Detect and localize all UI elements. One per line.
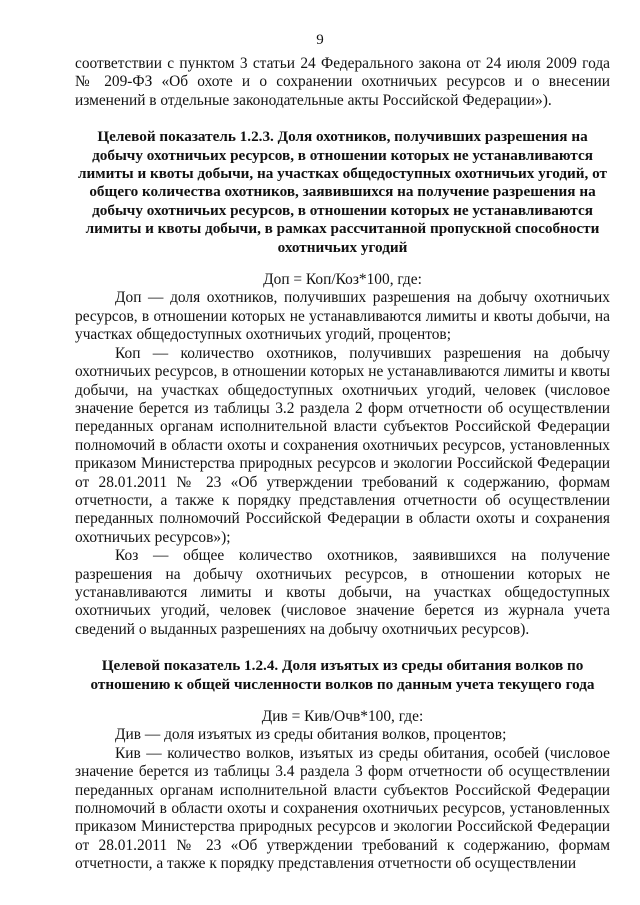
definition-div: Див — доля изъятых из среды обитания волков, процентов; bbox=[115, 726, 507, 744]
definition-kop: Коп — количество охотников, получивших разрешения на добычу охотничьих ресурсов, в отношении которых не устанавливаются лимиты и квоты добычи, на участках общедоступных охотничьих угодий, человек (числовое значение берется из таблицы 3.2 раздела 2 форм отчетности об осуществлении переданных органам исполнительной власти субъектов Российской Федерации полномочий в области охоты и сохранения охотничьих ресурсов, установленных приказом Министерства природных ресурсов и экологии Российской Федерации от 28.01.2011 № 23 «Об утверждении требований к содержанию, формам отчетности, а также к порядку представления отчетности об осуществлении переданных полномочий Российской Федерации в области охоты и сохранения охотничьих ресурсов»); bbox=[75, 344, 610, 546]
indicator-1-2-4-heading: Целевой показатель 1.2.4. Доля изъятых из среды обитания волков по отношению к общей численности волков по данным учета текущего года bbox=[90, 657, 595, 693]
indicator-1-2-4-formula: Див = Кив/Очв*100, где: bbox=[261, 708, 424, 725]
document-body bbox=[75, 55, 610, 874]
definition-dop: Доп — доля охотников, получивших разрешения на добычу охотничьих ресурсов, в отношении которых не устанавливаются лимиты и квоты добычи, на участках общедоступных охотничьих угодий, процентов; bbox=[75, 289, 610, 344]
page-number: 9 bbox=[316, 32, 324, 48]
indicator-1-2-3-heading: Целевой показатель 1.2.3. Доля охотников, получивших разрешения на добычу охотничьих ресурсов, в отношении которых не устанавливаются лимиты и квоты добычи, на участках общедоступных охотничьих угодий, от общего количества охотников, заявившихся на получение разрешения на добычу охотничьих ресурсов, в отношении которых не устанавливаются лимиты и квоты добычи, в рамках рассчитанной пропускной способности охотничьих угодий bbox=[77, 128, 608, 256]
definition-kiv: Кив — количество волков, изъятых из среды обитания, особей (числовое значение берется из таблицы 3.4 раздела 3 форм отчетности об осуществлении переданных органам исполнительной власти субъектов Российской Федерации полномочий в области охоты и сохранения охотничьих ресурсов, установленных приказом Министерства природных ресурсов и экологии Российской Федерации от 28.01.2011 № 23 «Об утверждении требований к содержанию, формам отчетности, а также к порядку представления отчетности об осуществлении bbox=[75, 744, 610, 873]
intro-paragraph: соответствии с пунктом 3 статьи 24 Федерального закона от 24 июля 2009 года № 209-ФЗ «Об охоте и о сохранении охотничьих ресурсов и о внесении изменений в отдельные законодательные акты Российской Федерации»). bbox=[75, 55, 610, 109]
definition-koz: Коз — общее количество охотников, заявившихся на получение разрешения на добычу охотничьих ресурсов, в отношении которых не устанавливаются лимиты и квоты добычи, на участках общедоступных охотничьих угодий, человек (числовое значение берется из журнала учета сведений о выданных разрешениях на добычу охотничьих ресурсов). bbox=[75, 547, 610, 638]
indicator-1-2-3-formula: Доп = Коп/Коз*100, где: bbox=[263, 271, 422, 289]
